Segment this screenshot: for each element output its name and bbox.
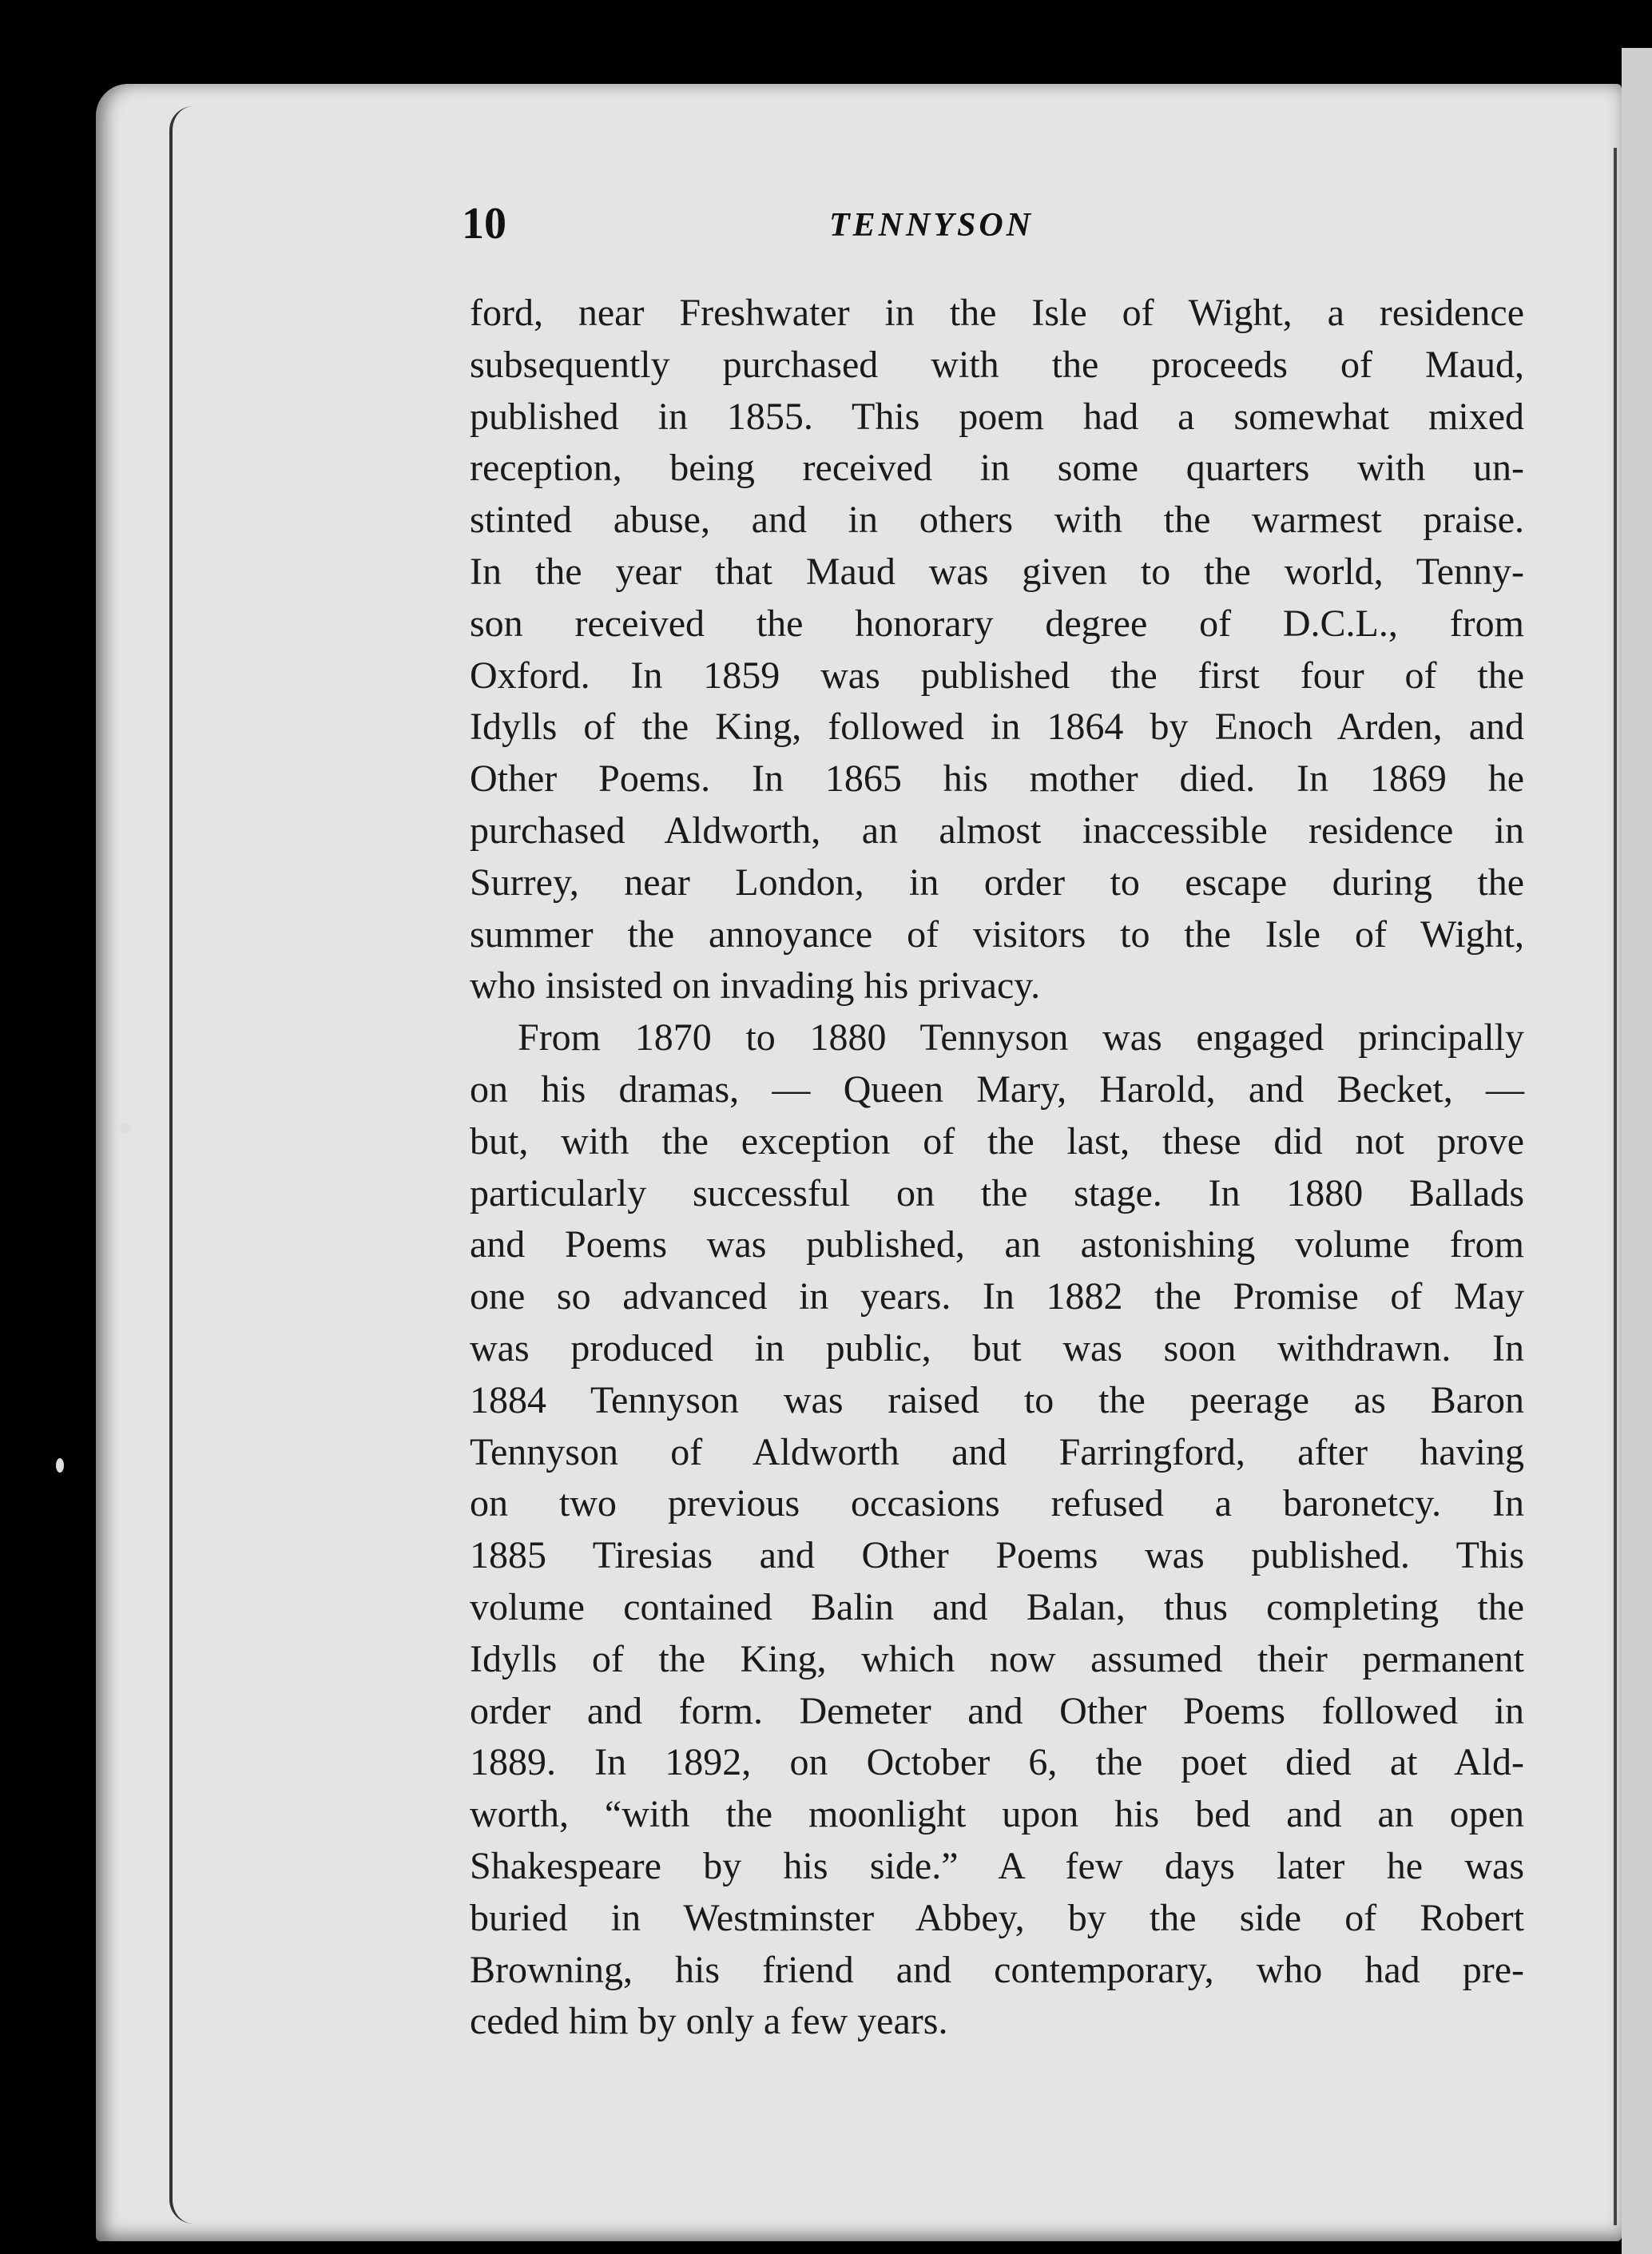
- text-line: In the year that Maud was given to the world, Tenny-: [470, 550, 1524, 593]
- text-line: Shakespeare by his side.” A few days later he was: [470, 1844, 1524, 1887]
- text-line: published in 1855. This poem had a somewhat mixed: [470, 395, 1524, 438]
- page-fold: [1614, 148, 1617, 2225]
- speck: [56, 1458, 64, 1473]
- text-line: was produced in public, but was soon withdrawn. In: [470, 1326, 1524, 1369]
- text-line: Other Poems. In 1865 his mother died. In 1869 he: [470, 757, 1524, 801]
- text-line: buried in Westminster Abbey, by the side of Robert: [470, 1896, 1524, 1939]
- body-text: [470, 288, 1524, 2048]
- text-line: but, with the exception of the last, these did not prove: [470, 1119, 1524, 1163]
- text-line: ford, near Freshwater in the Isle of Wight, a residence: [470, 292, 1524, 334]
- text-line: on his dramas, — Queen Mary, Harold, and Becket, —: [470, 1067, 1524, 1111]
- text-line: 1889. In 1892, on October 6, the poet died at Ald-: [470, 1741, 1524, 1784]
- text-line: one so advanced in years. In 1882 the Promise of May: [470, 1275, 1524, 1318]
- text-line: and Poems was published, an astonishing volume from: [470, 1223, 1524, 1266]
- text-line: Idylls of the King, which now assumed their permanent: [470, 1637, 1524, 1680]
- text-line: Browning, his friend and contemporary, who had pre-: [470, 1948, 1524, 1991]
- text-line: stinted abuse, and in others with the warmest praise.: [470, 499, 1524, 542]
- text-line: Surrey, near London, in order to escape during the: [470, 861, 1524, 904]
- text-line: order and form. Demeter and Other Poems followed in: [470, 1689, 1524, 1732]
- text-line: summer the annoyance of visitors to the Isle of Wight,: [470, 912, 1524, 956]
- text-line: son received the honorary degree of D.C.L., from: [470, 602, 1524, 645]
- text-line: subsequently purchased with the proceeds of Maud,: [470, 343, 1524, 386]
- text-line: ceded him by only a few years.: [470, 2000, 948, 2043]
- page-number: 10: [462, 199, 506, 248]
- text-line: Idylls of the King, followed in 1864 by Enoch Arden, and: [470, 706, 1524, 749]
- text-line: 1885 Tiresias and Other Poems was published. This: [470, 1534, 1524, 1577]
- text-line: who insisted on invading his privacy.: [470, 964, 1041, 1008]
- text-line: volume contained Balin and Balan, thus completing the: [470, 1585, 1524, 1628]
- adjacent-page-edge: [1622, 48, 1652, 2254]
- text-line: reception, being received in some quarters with un-: [470, 447, 1524, 490]
- text-line: particularly successful on the stage. In 1880 Ballads: [470, 1171, 1524, 1214]
- text-line: Oxford. In 1859 was published the first four of the: [470, 654, 1524, 697]
- text-line: 1884 Tennyson was raised to the peerage as Baron: [470, 1378, 1524, 1421]
- text-line: worth, “with the moonlight upon his bed and an open: [470, 1793, 1524, 1836]
- text-line: From 1870 to 1880 Tennyson was engaged principally: [518, 1016, 1524, 1059]
- text-line: purchased Aldworth, an almost inaccessible residence in: [470, 809, 1524, 852]
- text-line: on two previous occasions refused a baronetcy. In: [470, 1482, 1524, 1525]
- text-line: Tennyson of Aldworth and Farringford, after having: [470, 1430, 1524, 1473]
- running-title: TENNYSON: [829, 207, 1034, 244]
- speck: [120, 1123, 131, 1134]
- page-header: [462, 198, 1428, 254]
